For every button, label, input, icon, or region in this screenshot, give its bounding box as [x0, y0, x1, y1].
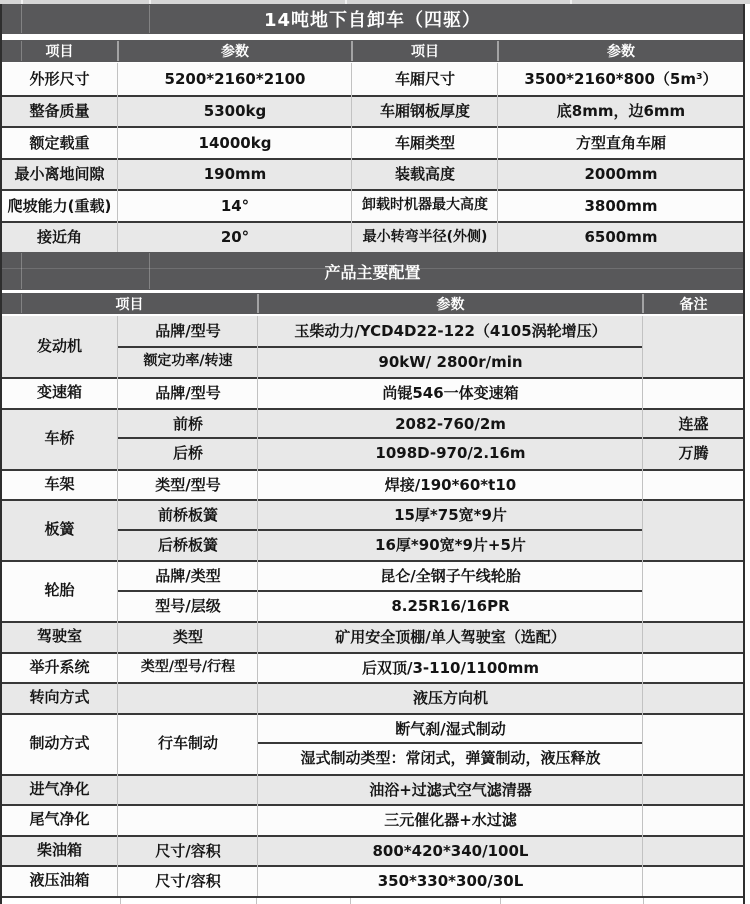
config-value: 后双顶/3-110/1100mm: [362, 658, 539, 677]
divider: [351, 63, 352, 252]
divider: [149, 5, 150, 33]
config-remark: 万腾: [678, 444, 709, 463]
spec-value: 方型直角车厢: [575, 133, 666, 152]
spec-value: 14000kg: [198, 133, 272, 152]
spec-table-header: [1, 40, 744, 62]
table-row: [1, 95, 744, 126]
config-remark: [643, 591, 744, 621]
config-value: 断气刹/湿式制动: [395, 719, 506, 738]
group-label: 驾驶室: [36, 627, 82, 646]
config-remark: [643, 776, 744, 804]
spec-value: 3500*2160*800（5m³）: [524, 69, 718, 88]
group-label: 尾气净化: [29, 810, 90, 829]
column-header: 参数: [221, 44, 249, 60]
config-remark: [643, 530, 744, 560]
spec-value: 190mm: [203, 165, 267, 184]
config-value: 尚锟546一体变速箱: [382, 384, 519, 403]
spec-item: 接近角: [36, 228, 82, 247]
table-row: [1, 189, 744, 221]
group-label: 转向方式: [29, 688, 90, 707]
config-value: 湿式制动类型：常闭式，弹簧制动，液压释放: [300, 749, 601, 768]
config-subitem: 尺寸/容积: [155, 841, 221, 860]
divider: [118, 529, 643, 531]
divider: [118, 346, 643, 348]
spec-value: 2000mm: [584, 165, 658, 184]
config-subitem: [118, 684, 258, 713]
table-right-border: [743, 4, 745, 904]
spec-item: 爬坡能力(重载): [7, 196, 112, 215]
divider: [120, 898, 121, 904]
divider: [258, 742, 643, 744]
config-remark: [643, 867, 744, 896]
spec-value: 3800mm: [584, 196, 658, 215]
config-subitem: 类型: [172, 628, 203, 647]
table-row: [1, 221, 744, 252]
divider: [117, 316, 118, 896]
table-row: [1, 63, 744, 95]
spec-value: 14°: [220, 196, 250, 215]
config-subitem: 额定功率/转速: [143, 353, 233, 370]
config-value: 2082-760/2m: [395, 414, 506, 433]
config-remark: [643, 654, 744, 682]
config-remark: [643, 684, 744, 713]
divider: [118, 590, 643, 592]
config-table-header: [1, 293, 744, 314]
group-label: 发动机: [36, 337, 82, 356]
spec-item: 整备质量: [29, 102, 90, 121]
table-row: [1, 126, 744, 158]
config-remark: [643, 837, 744, 865]
config-value: 8.25R16/16PR: [391, 596, 510, 615]
spec-value: 5300kg: [203, 102, 267, 121]
divider: [21, 5, 22, 33]
config-value: 16厚*90宽*9片+5片: [375, 535, 526, 554]
page-title: 14吨地下自卸车（四驱）: [263, 10, 482, 31]
column-header: 参数: [607, 44, 635, 60]
divider: [350, 898, 351, 904]
config-remark: 连盛: [678, 414, 709, 433]
config-subitem: [118, 776, 258, 804]
divider: [257, 316, 258, 896]
section-header: [1, 252, 744, 290]
spec-item: 车厢尺寸: [394, 69, 455, 88]
column-header: 项目: [115, 296, 144, 313]
divider: [643, 898, 644, 904]
spec-value: 5200*2160*2100: [164, 69, 306, 88]
config-remark: [643, 379, 744, 408]
config-remark: [643, 347, 744, 377]
config-remark: [643, 623, 744, 652]
group-label: 柴油箱: [36, 840, 82, 859]
config-value: 油浴+过滤式空气滤清器: [369, 780, 532, 799]
config-value: 90kW/ 2800r/min: [378, 352, 523, 371]
config-subitem: 品牌/型号: [155, 384, 221, 403]
divider: [497, 41, 499, 61]
config-subitem: 品牌/类型: [155, 567, 221, 586]
config-value: 矿用安全顶棚/单人驾驶室（选配）: [335, 628, 566, 647]
column-header: 参数: [436, 296, 465, 313]
config-value: 1098D-970/2.16m: [375, 444, 526, 463]
group-label: 液压油箱: [29, 871, 90, 890]
config-value: 液压方向机: [412, 689, 488, 708]
divider: [117, 63, 118, 252]
group-label: 变速箱: [36, 383, 82, 402]
spec-value: 20°: [220, 228, 250, 247]
divider: [21, 41, 22, 61]
divider: [1, 268, 744, 269]
merged-subitem: 行车制动: [157, 734, 218, 753]
config-remark: [643, 562, 744, 591]
config-value: 三元催化器+水过滤: [384, 811, 517, 830]
config-subitem: 尺寸/容积: [155, 872, 221, 891]
config-remark: [643, 715, 744, 743]
divider: [117, 41, 119, 61]
spec-item: 装载高度: [394, 165, 455, 184]
config-value: 昆仑/全钢子午线轮胎: [380, 567, 521, 586]
config-subitem: 前桥板簧: [157, 506, 218, 525]
config-subitem: 后桥: [172, 444, 203, 463]
group-label: 进气净化: [29, 779, 90, 798]
config-value: 15厚*75宽*9片: [394, 506, 507, 525]
config-value: 玉柴动力/YCD4D22-122（4105涡轮增压）: [294, 322, 607, 341]
config-remark: [643, 316, 744, 347]
column-header: 项目: [45, 44, 74, 60]
divider: [642, 316, 643, 896]
group-label: 举升系统: [29, 657, 90, 676]
config-subitem: 型号/层级: [155, 596, 221, 615]
spec-item: 外形尺寸: [29, 69, 90, 88]
group-label: 制动方式: [29, 734, 90, 753]
table-row: [1, 158, 744, 189]
config-subitem: 类型/型号: [155, 475, 221, 494]
config-value: 350*330*300/30L: [377, 872, 524, 891]
divider: [21, 294, 22, 313]
divider: [642, 294, 644, 313]
config-subitem: 后桥板簧: [157, 535, 218, 554]
divider: [257, 294, 259, 313]
config-remark: [643, 501, 744, 530]
config-remark: [643, 806, 744, 835]
divider: [497, 63, 498, 252]
divider: [21, 253, 22, 289]
divider: [118, 437, 744, 439]
group-label: 轮胎: [44, 581, 75, 600]
divider: [256, 898, 257, 904]
section-title: 产品主要配置: [324, 262, 421, 282]
spec-item: 额定载重: [29, 133, 90, 152]
config-subitem: 品牌/型号: [155, 322, 221, 341]
spec-value: 6500mm: [584, 228, 658, 247]
spec-item: 车厢钢板厚度: [379, 102, 470, 121]
config-remark: [643, 471, 744, 499]
config-subitem: 类型/型号/行程: [140, 659, 236, 676]
spec-value: 底8mm，边6mm: [556, 102, 686, 121]
column-header: 备注: [679, 296, 708, 313]
spec-item: 最小转弯半径(外侧): [362, 228, 488, 245]
config-value: 800*420*340/100L: [372, 841, 529, 860]
spec-item: 车厢类型: [394, 133, 455, 152]
config-value: 焊接/190*60*t10: [384, 475, 517, 494]
group-label: 车桥: [44, 429, 75, 448]
spec-item: 最小离地间隙: [14, 165, 105, 184]
spec-item: 卸载时机器最大高度: [362, 197, 488, 214]
title-bar: [1, 4, 744, 34]
config-remark: [643, 743, 744, 774]
column-header: 项目: [411, 44, 439, 60]
config-subitem: [118, 806, 258, 835]
table-left-border: [0, 4, 2, 904]
group-label: 板簧: [44, 520, 75, 539]
divider: [500, 898, 501, 904]
divider: [351, 41, 353, 61]
divider: [1, 896, 744, 898]
config-subitem: 前桥: [172, 414, 203, 433]
group-label: 车架: [44, 474, 75, 493]
divider: [149, 253, 150, 289]
